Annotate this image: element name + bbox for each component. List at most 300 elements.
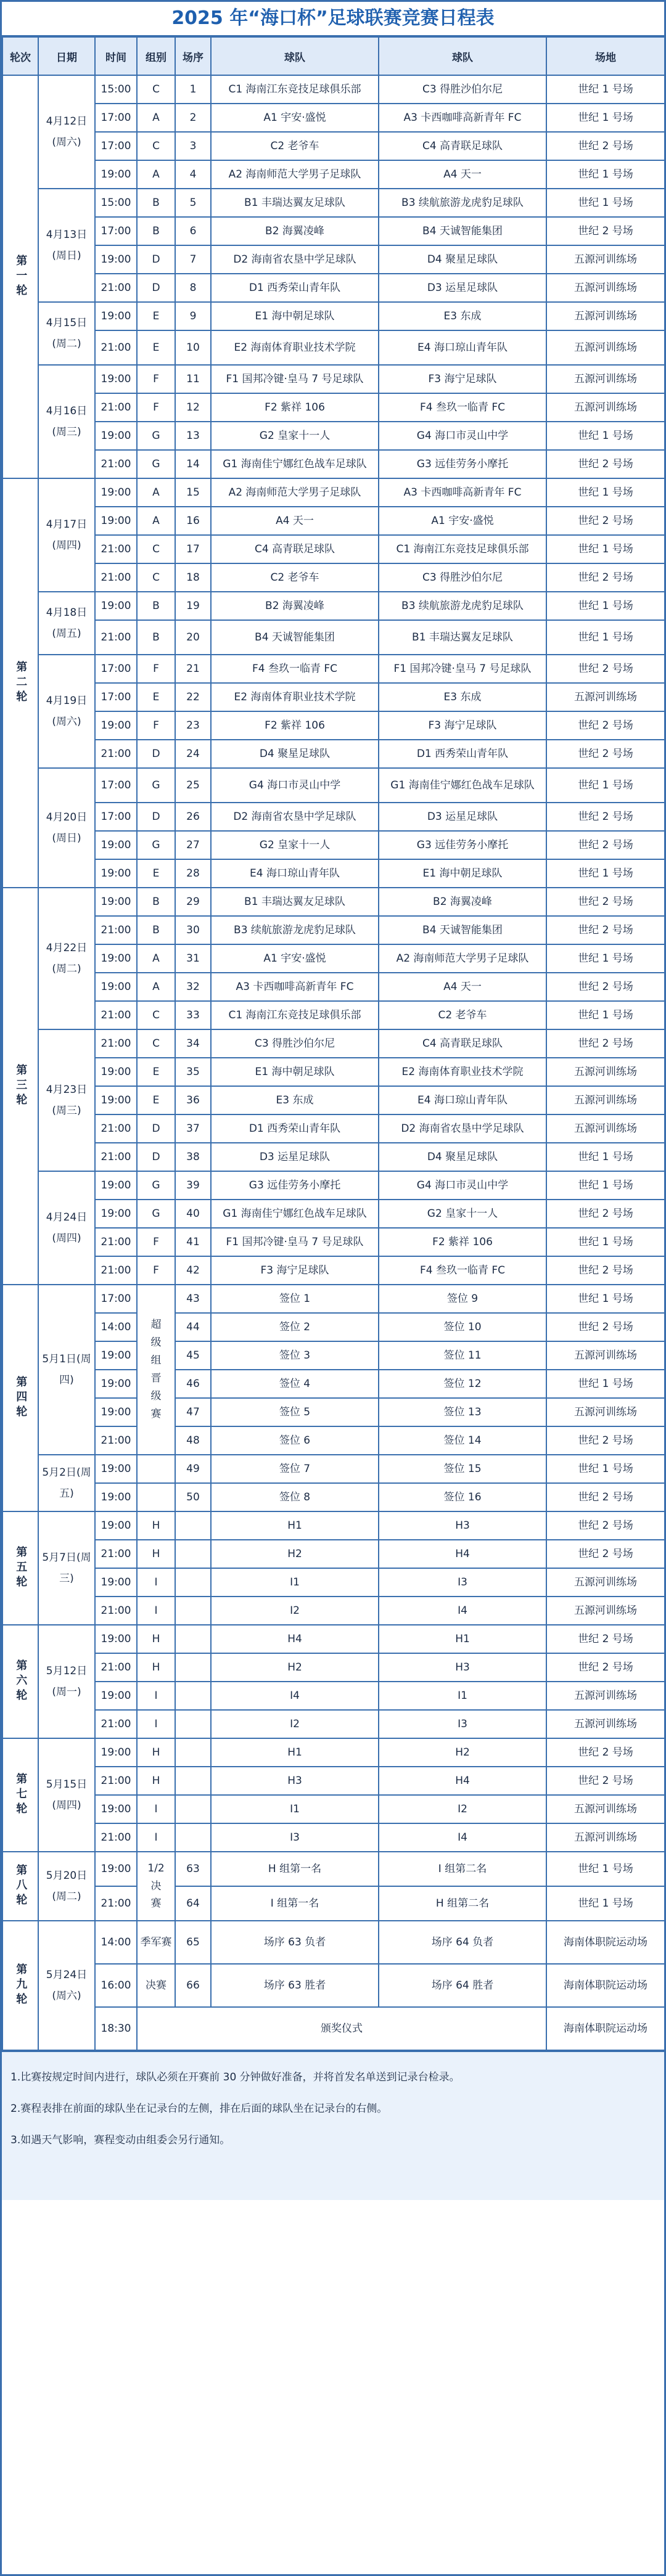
match-no-cell: 28: [175, 859, 211, 888]
venue-cell: 世纪 2 号场: [546, 1483, 665, 1511]
group-cell: [137, 1455, 175, 1483]
round-cell: 第八轮: [2, 1852, 38, 1921]
time-cell: 21:00: [95, 1823, 137, 1852]
table-row: [2, 507, 665, 535]
venue-cell: 世纪 2 号场: [546, 1511, 665, 1540]
venue-cell: 世纪 2 号场: [546, 740, 665, 768]
table-row: [2, 189, 665, 217]
round-cell: 第二轮: [2, 478, 38, 888]
venue-cell: 五源河训练场: [546, 393, 665, 422]
match-no-cell: 33: [175, 1001, 211, 1029]
venue-cell: 世纪 1 号场: [546, 944, 665, 973]
header-time: 时间: [95, 37, 137, 75]
team-a-cell: H 组第一名: [211, 1852, 379, 1886]
team-a-cell: E4 海口琼山青年队: [211, 859, 379, 888]
team-b-cell: D1 西秀荣山青年队: [379, 740, 546, 768]
group-cell: D: [137, 245, 175, 274]
venue-cell: 世纪 1 号场: [546, 104, 665, 132]
match-no-cell: [175, 1568, 211, 1597]
table-row: [2, 1171, 665, 1200]
team-b-cell: B4 天诚智能集团: [379, 916, 546, 944]
team-b-cell: A2 海南师范大学男子足球队: [379, 944, 546, 973]
group-cell: A: [137, 104, 175, 132]
time-cell: 19:00: [95, 1568, 137, 1597]
team-b-cell: H1: [379, 1625, 546, 1653]
time-cell: 21:00: [95, 1886, 137, 1921]
group-cell: C: [137, 535, 175, 563]
table-row: [2, 1285, 665, 1313]
venue-cell: 世纪 2 号场: [546, 1200, 665, 1228]
team-a-cell: F2 紫祥 106: [211, 393, 379, 422]
team-a-cell: A2 海南师范大学男子足球队: [211, 478, 379, 507]
team-a-cell: H4: [211, 1625, 379, 1653]
date-cell: 4月12日(周六): [38, 75, 95, 189]
group-cell: C: [137, 1029, 175, 1058]
note-item: 1.比赛按规定时间内进行，球队必须在开赛前 30 分钟做好准备，并将首发名单送到记录台检录。: [10, 2071, 460, 2083]
match-no-cell: [175, 1511, 211, 1540]
table-row: [2, 330, 665, 365]
time-cell: 17:00: [95, 217, 137, 245]
group-cell: [137, 1483, 175, 1511]
table-row: [2, 916, 665, 944]
table-row: [2, 274, 665, 302]
team-b-cell: C3 得胜沙伯尔尼: [379, 75, 546, 104]
time-cell: 21:00: [95, 1767, 137, 1795]
header-team-b: 球队: [379, 37, 546, 75]
team-b-cell: F3 海宁足球队: [379, 365, 546, 393]
team-b-cell: C4 高青联足球队: [379, 1029, 546, 1058]
team-b-cell: G4 海口市灵山中学: [379, 422, 546, 450]
group-cell: 超级组晋级赛: [137, 1285, 175, 1455]
team-a-cell: I3: [211, 1823, 379, 1852]
note-item: 3.如遇天气影响，赛程变动由组委会另行通知。: [10, 2134, 231, 2146]
team-b-cell: D3 运星足球队: [379, 803, 546, 831]
team-a-cell: 签位 1: [211, 1285, 379, 1313]
time-cell: 19:00: [95, 1483, 137, 1511]
team-a-cell: G2 皇家十一人: [211, 422, 379, 450]
table-row: [2, 1540, 665, 1568]
venue-cell: 世纪 2 号场: [546, 1625, 665, 1653]
venue-cell: 五源河训练场: [546, 1058, 665, 1086]
table-row: [2, 620, 665, 655]
venue-cell: 世纪 1 号场: [546, 1228, 665, 1256]
group-cell: H: [137, 1511, 175, 1540]
group-cell: H: [137, 1738, 175, 1767]
table-row: [2, 1625, 665, 1653]
table-row: [2, 1086, 665, 1114]
table-row: [2, 1341, 665, 1370]
table-row: [2, 1597, 665, 1625]
venue-cell: 五源河训练场: [546, 1398, 665, 1426]
team-a-cell: F1 国邦冷键·皇马 7 号足球队: [211, 365, 379, 393]
group-cell: H: [137, 1540, 175, 1568]
group-cell: D: [137, 1114, 175, 1143]
team-b-cell: 签位 15: [379, 1455, 546, 1483]
match-no-cell: 41: [175, 1228, 211, 1256]
date-cell: 4月20日(周日): [38, 768, 95, 888]
header-group: 组别: [137, 37, 175, 75]
time-cell: 19:00: [95, 831, 137, 859]
table-row: [2, 1313, 665, 1341]
team-a-cell: 签位 7: [211, 1455, 379, 1483]
team-a-cell: H2: [211, 1653, 379, 1682]
schedule-table: [2, 36, 665, 2051]
table-row: [2, 944, 665, 973]
date-cell: 4月23日(周三): [38, 1029, 95, 1171]
table-row: [2, 393, 665, 422]
time-cell: 19:00: [95, 478, 137, 507]
date-cell: 4月19日(周六): [38, 655, 95, 768]
group-cell: F: [137, 711, 175, 740]
time-cell: 19:00: [95, 1455, 137, 1483]
venue-cell: 五源河训练场: [546, 245, 665, 274]
header-team-a: 球队: [211, 37, 379, 75]
match-no-cell: 26: [175, 803, 211, 831]
venue-cell: 世纪 2 号场: [546, 1256, 665, 1285]
header-date: 日期: [38, 37, 95, 75]
table-row: [2, 1568, 665, 1597]
team-b-cell: 签位 10: [379, 1313, 546, 1341]
table-row: [2, 563, 665, 592]
venue-cell: 世纪 2 号场: [546, 450, 665, 478]
time-cell: 18:30: [95, 2007, 137, 2050]
team-a-cell: 签位 2: [211, 1313, 379, 1341]
round-cell: 第一轮: [2, 75, 38, 478]
team-a-cell: D1 西秀荣山青年队: [211, 1114, 379, 1143]
time-cell: 17:00: [95, 803, 137, 831]
team-b-cell: I4: [379, 1597, 546, 1625]
time-cell: 19:00: [95, 1852, 137, 1886]
venue-cell: 世纪 1 号场: [546, 189, 665, 217]
group-cell: E: [137, 859, 175, 888]
team-b-cell: C4 高青联足球队: [379, 132, 546, 160]
table-row: [2, 75, 665, 104]
team-a-cell: I 组第一名: [211, 1886, 379, 1921]
team-b-cell: F4 叁玖一临青 FC: [379, 1256, 546, 1285]
table-row: [2, 740, 665, 768]
team-a-cell: C2 老爷车: [211, 563, 379, 592]
match-no-cell: 6: [175, 217, 211, 245]
match-no-cell: 43: [175, 1285, 211, 1313]
group-cell: F: [137, 1228, 175, 1256]
match-no-cell: 45: [175, 1341, 211, 1370]
table-row: [2, 478, 665, 507]
team-b-cell: H4: [379, 1540, 546, 1568]
team-b-cell: 签位 13: [379, 1398, 546, 1426]
table-row: [2, 104, 665, 132]
match-no-cell: 12: [175, 393, 211, 422]
team-a-cell: G3 远佳劳务小摩托: [211, 1171, 379, 1200]
venue-cell: 世纪 2 号场: [546, 217, 665, 245]
team-b-cell: A3 卡西咖啡高新青年 FC: [379, 478, 546, 507]
venue-cell: 世纪 2 号场: [546, 1653, 665, 1682]
group-cell: I: [137, 1568, 175, 1597]
table-row: [2, 132, 665, 160]
time-cell: 19:00: [95, 944, 137, 973]
team-b-cell: C1 海南江东竞技足球俱乐部: [379, 535, 546, 563]
table-row: [2, 450, 665, 478]
team-b-cell: A4 天一: [379, 973, 546, 1001]
match-no-cell: 42: [175, 1256, 211, 1285]
table-row: [2, 1710, 665, 1738]
time-cell: 21:00: [95, 1001, 137, 1029]
team-b-cell: B1 丰瑞达翼友足球队: [379, 620, 546, 655]
team-b-cell: B3 续航旅游龙虎豹足球队: [379, 189, 546, 217]
date-cell: 5月20日(周二): [38, 1852, 95, 1921]
venue-cell: 五源河训练场: [546, 330, 665, 365]
team-a-cell: E2 海南体育职业技术学院: [211, 330, 379, 365]
table-row: [2, 2007, 665, 2050]
group-cell: G: [137, 1200, 175, 1228]
team-b-cell: I3: [379, 1710, 546, 1738]
header-round: 轮次: [2, 37, 38, 75]
team-b-cell: I1: [379, 1682, 546, 1710]
team-a-cell: H1: [211, 1738, 379, 1767]
group-cell: H: [137, 1767, 175, 1795]
match-no-cell: 27: [175, 831, 211, 859]
venue-cell: 五源河训练场: [546, 1710, 665, 1738]
group-cell: C: [137, 75, 175, 104]
venue-cell: 世纪 1 号场: [546, 478, 665, 507]
group-cell: E: [137, 330, 175, 365]
team-a-cell: D1 西秀荣山青年队: [211, 274, 379, 302]
team-b-cell: I4: [379, 1823, 546, 1852]
match-no-cell: 8: [175, 274, 211, 302]
table-row: [2, 973, 665, 1001]
table-row: [2, 831, 665, 859]
venue-cell: 五源河训练场: [546, 1341, 665, 1370]
time-cell: 17:00: [95, 655, 137, 683]
venue-cell: 五源河训练场: [546, 1682, 665, 1710]
team-a-cell: 签位 3: [211, 1341, 379, 1370]
time-cell: 19:00: [95, 1795, 137, 1823]
time-cell: 19:00: [95, 1200, 137, 1228]
table-row: [2, 768, 665, 803]
match-no-cell: 7: [175, 245, 211, 274]
schedule-body: [2, 75, 665, 2050]
match-no-cell: 2: [175, 104, 211, 132]
match-no-cell: 16: [175, 507, 211, 535]
venue-cell: 世纪 1 号场: [546, 592, 665, 620]
match-no-cell: 1: [175, 75, 211, 104]
team-a-cell: B4 天诚智能集团: [211, 620, 379, 655]
match-no-cell: 15: [175, 478, 211, 507]
venue-cell: 世纪 1 号场: [546, 859, 665, 888]
time-cell: 19:00: [95, 711, 137, 740]
match-no-cell: 66: [175, 1964, 211, 2007]
group-cell: H: [137, 1653, 175, 1682]
time-cell: 15:00: [95, 189, 137, 217]
group-cell: B: [137, 189, 175, 217]
team-a-cell: D2 海南省农垦中学足球队: [211, 803, 379, 831]
group-cell: E: [137, 1058, 175, 1086]
header-venue: 场地: [546, 37, 665, 75]
round-cell: 第四轮: [2, 1285, 38, 1511]
group-cell: 季军赛: [137, 1921, 175, 1964]
team-b-cell: H3: [379, 1653, 546, 1682]
team-a-cell: F3 海宁足球队: [211, 1256, 379, 1285]
venue-cell: 世纪 2 号场: [546, 1738, 665, 1767]
group-cell: A: [137, 160, 175, 189]
time-cell: 19:00: [95, 1341, 137, 1370]
team-b-cell: C3 得胜沙伯尔尼: [379, 563, 546, 592]
venue-cell: 世纪 2 号场: [546, 831, 665, 859]
team-a-cell: 场序 63 负者: [211, 1921, 379, 1964]
group-cell: E: [137, 302, 175, 330]
match-no-cell: 17: [175, 535, 211, 563]
table-row: [2, 1455, 665, 1483]
table-row: [2, 1398, 665, 1426]
match-no-cell: 65: [175, 1921, 211, 1964]
group-cell: B: [137, 592, 175, 620]
venue-cell: 世纪 2 号场: [546, 916, 665, 944]
match-no-cell: [175, 1625, 211, 1653]
match-no-cell: 5: [175, 189, 211, 217]
group-cell: D: [137, 274, 175, 302]
round-cell: 第九轮: [2, 1921, 38, 2050]
match-no-cell: 10: [175, 330, 211, 365]
team-b-cell: E3 东成: [379, 683, 546, 711]
header-row: [2, 37, 665, 75]
table-row: [2, 1200, 665, 1228]
team-a-cell: E1 海中朝足球队: [211, 1058, 379, 1086]
match-no-cell: 14: [175, 450, 211, 478]
date-cell: 5月12日(周一): [38, 1625, 95, 1738]
time-cell: 19:00: [95, 859, 137, 888]
team-b-cell: 签位 11: [379, 1341, 546, 1370]
group-cell: G: [137, 1171, 175, 1200]
group-cell: I: [137, 1682, 175, 1710]
venue-cell: 五源河训练场: [546, 365, 665, 393]
group-cell: I: [137, 1795, 175, 1823]
team-b-cell: C2 老爷车: [379, 1001, 546, 1029]
team-b-cell: D4 聚星足球队: [379, 1143, 546, 1171]
table-row: [2, 1653, 665, 1682]
team-b-cell: F1 国邦冷键·皇马 7 号足球队: [379, 655, 546, 683]
time-cell: 19:00: [95, 1511, 137, 1540]
team-a-cell: A3 卡西咖啡高新青年 FC: [211, 973, 379, 1001]
match-no-cell: 44: [175, 1313, 211, 1341]
table-row: [2, 1029, 665, 1058]
match-no-cell: 22: [175, 683, 211, 711]
table-row: [2, 160, 665, 189]
group-cell: E: [137, 1086, 175, 1114]
date-cell: 4月24日(周四): [38, 1171, 95, 1285]
match-no-cell: 20: [175, 620, 211, 655]
team-b-cell: F3 海宁足球队: [379, 711, 546, 740]
team-a-cell: A1 宇安·盛悦: [211, 104, 379, 132]
team-a-cell: H1: [211, 1511, 379, 1540]
team-b-cell: G3 远佳劳务小摩托: [379, 450, 546, 478]
time-cell: 19:00: [95, 1738, 137, 1767]
group-cell: A: [137, 507, 175, 535]
group-cell: F: [137, 393, 175, 422]
venue-cell: 五源河训练场: [546, 1114, 665, 1143]
time-cell: 21:00: [95, 1228, 137, 1256]
venue-cell: 世纪 1 号场: [546, 1143, 665, 1171]
time-cell: 21:00: [95, 1426, 137, 1455]
team-b-cell: 场序 64 胜者: [379, 1964, 546, 2007]
team-b-cell: G3 远佳劳务小摩托: [379, 831, 546, 859]
group-cell: A: [137, 478, 175, 507]
venue-cell: 世纪 2 号场: [546, 803, 665, 831]
team-a-cell: B2 海翼凌峰: [211, 592, 379, 620]
group-cell: B: [137, 620, 175, 655]
table-row: [2, 1886, 665, 1921]
team-b-cell: H2: [379, 1738, 546, 1767]
venue-cell: 五源河训练场: [546, 1823, 665, 1852]
time-cell: 21:00: [95, 563, 137, 592]
date-cell: 5月15日(周四): [38, 1738, 95, 1852]
team-a-cell: G2 皇家十一人: [211, 831, 379, 859]
table-row: [2, 1823, 665, 1852]
match-no-cell: 29: [175, 888, 211, 916]
date-cell: 5月7日(周三): [38, 1511, 95, 1625]
team-b-cell: E2 海南体育职业技术学院: [379, 1058, 546, 1086]
time-cell: 16:00: [95, 1964, 137, 2007]
group-cell: B: [137, 916, 175, 944]
round-cell: 第六轮: [2, 1625, 38, 1738]
venue-cell: 世纪 1 号场: [546, 620, 665, 655]
date-cell: 4月17日(周四): [38, 478, 95, 592]
table-row: [2, 245, 665, 274]
venue-cell: 五源河训练场: [546, 1795, 665, 1823]
team-a-cell: E2 海南体育职业技术学院: [211, 683, 379, 711]
match-no-cell: [175, 1795, 211, 1823]
team-b-cell: E1 海中朝足球队: [379, 859, 546, 888]
team-a-cell: 签位 5: [211, 1398, 379, 1426]
match-no-cell: 36: [175, 1086, 211, 1114]
team-a-cell: 场序 63 胜者: [211, 1964, 379, 2007]
team-b-cell: D3 运星足球队: [379, 274, 546, 302]
team-a-cell: I1: [211, 1568, 379, 1597]
match-no-cell: 13: [175, 422, 211, 450]
team-a-cell: H2: [211, 1540, 379, 1568]
venue-cell: 世纪 2 号场: [546, 1540, 665, 1568]
match-no-cell: 37: [175, 1114, 211, 1143]
time-cell: 21:00: [95, 1540, 137, 1568]
table-row: [2, 888, 665, 916]
team-b-cell: E4 海口琼山青年队: [379, 1086, 546, 1114]
venue-cell: 世纪 2 号场: [546, 1426, 665, 1455]
date-cell: 4月15日(周二): [38, 302, 95, 365]
venue-cell: 世纪 1 号场: [546, 422, 665, 450]
match-no-cell: [175, 1597, 211, 1625]
match-no-cell: 32: [175, 973, 211, 1001]
time-cell: 21:00: [95, 1710, 137, 1738]
match-no-cell: 24: [175, 740, 211, 768]
match-no-cell: 35: [175, 1058, 211, 1086]
group-cell: H: [137, 1625, 175, 1653]
table-row: [2, 1682, 665, 1710]
table-row: [2, 1058, 665, 1086]
match-no-cell: 30: [175, 916, 211, 944]
venue-cell: 世纪 1 号场: [546, 768, 665, 803]
venue-cell: 海南体职院运动场: [546, 1921, 665, 1964]
time-cell: 15:00: [95, 75, 137, 104]
group-cell: G: [137, 831, 175, 859]
date-cell: 4月16日(周三): [38, 365, 95, 478]
group-cell: D: [137, 1143, 175, 1171]
team-b-cell: F4 叁玖一临青 FC: [379, 393, 546, 422]
time-cell: 19:00: [95, 1398, 137, 1426]
table-row: [2, 1370, 665, 1398]
time-cell: 19:00: [95, 160, 137, 189]
table-row: [2, 859, 665, 888]
team-b-cell: 签位 12: [379, 1370, 546, 1398]
team-a-cell: B1 丰瑞达翼友足球队: [211, 888, 379, 916]
team-b-cell: D4 聚星足球队: [379, 245, 546, 274]
